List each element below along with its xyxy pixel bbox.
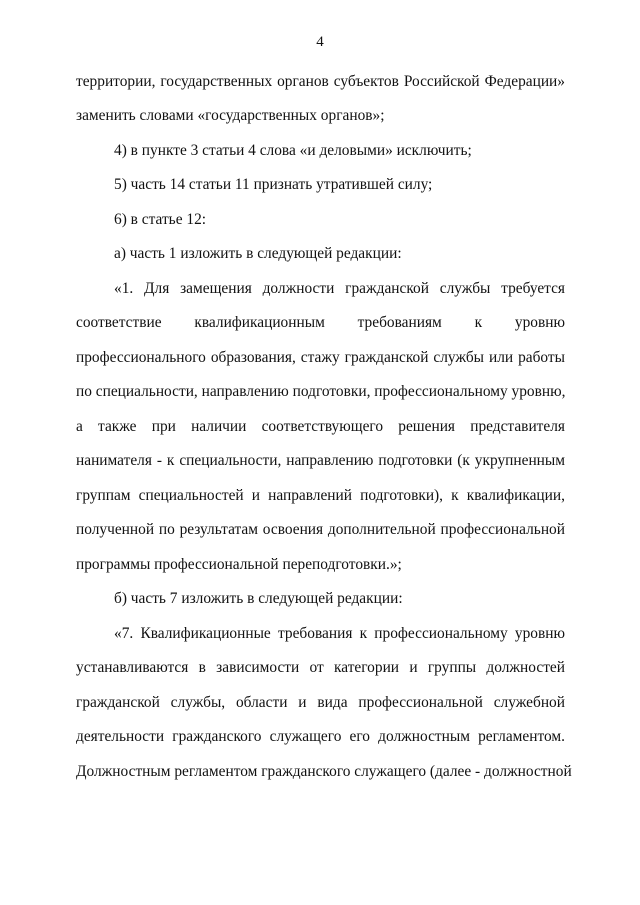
text-line: устанавливаются в зависимости от категории и группы должностей	[76, 659, 565, 676]
text-line: 6) в статье 12:	[114, 211, 207, 228]
page-number: 4	[316, 34, 324, 50]
text-line: 5) часть 14 статьи 11 признать утратившей силу;	[114, 176, 433, 193]
text-line: а также при наличии соответствующего решения представителя	[76, 418, 565, 435]
text-line: б) часть 7 изложить в следующей редакции:	[114, 590, 403, 607]
text-line: по специальности, направлению подготовки, профессиональному уровню,	[76, 383, 566, 400]
text-line: профессионального образования, стажу гражданской службы или работы	[76, 349, 565, 366]
text-line: группам специальностей и направлений подготовки), к квалификации,	[76, 487, 565, 504]
text-line: «1. Для замещения должности гражданской службы требуется	[114, 280, 565, 297]
text-line: а) часть 1 изложить в следующей редакции:	[114, 245, 402, 262]
text-line: 4) в пункте 3 статьи 4 слова «и деловыми» исключить;	[114, 142, 472, 159]
text-line: заменить словами «государственных органов»;	[76, 107, 385, 124]
text-line: нанимателя - к специальности, направлению подготовки (к укрупненным	[76, 452, 565, 469]
text-line: деятельности гражданского служащего его должностным регламентом.	[76, 728, 565, 745]
text-line: территории, государственных органов субъектов Российской Федерации»	[76, 73, 565, 90]
text-line: «7. Квалификационные требования к профессиональному уровню	[114, 625, 565, 642]
text-line: программы профессиональной переподготовки.»;	[76, 556, 402, 573]
text-line: гражданской службы, области и вида профессиональной служебной	[76, 694, 565, 711]
text-line: Должностным регламентом гражданского служащего (далее - должностной	[76, 763, 572, 780]
text-line: полученной по результатам освоения дополнительной профессиональной	[76, 521, 565, 538]
text-line: соответствие квалификационным требованиям к уровню	[76, 314, 565, 331]
